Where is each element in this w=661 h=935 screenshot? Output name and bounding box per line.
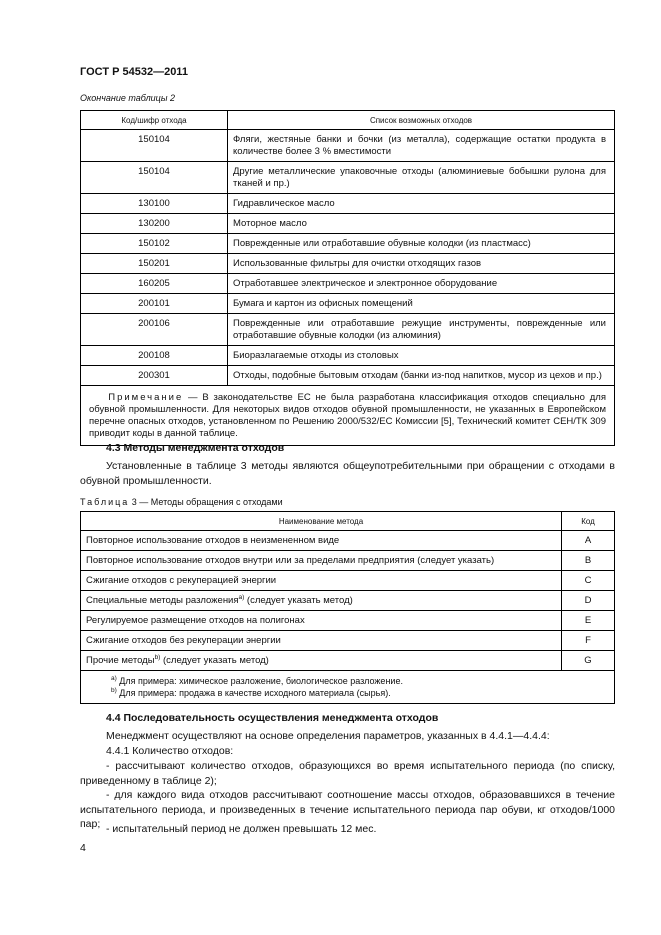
table-note-row	[81, 386, 615, 446]
method-name-text: Прочие методы	[86, 655, 155, 666]
table-row	[81, 591, 615, 611]
table-row	[81, 234, 615, 254]
method-code: C	[562, 571, 615, 591]
table-row	[81, 194, 615, 214]
section-4-4-paragraph: Менеджмент осуществляют на основе определения параметров, указанных в 4.4.1—4.4.4:	[106, 730, 550, 742]
method-code: E	[562, 611, 615, 631]
method-name-text: Сжигание отходов без рекуперации энергии	[86, 635, 281, 646]
table2-caption: Окончание таблицы 2	[80, 93, 175, 103]
footnote-mark: b)	[154, 654, 161, 661]
waste-description: Использованные фильтры для очистки отходящих газов	[228, 254, 615, 274]
waste-methods-table	[80, 511, 615, 704]
document-header: ГОСТ Р 54532—2011	[80, 66, 188, 78]
method-code: G	[562, 651, 615, 671]
table3-caption-label: Таблица	[80, 497, 130, 507]
subsection-4-4-1-heading: 4.4.1 Количество отходов:	[106, 745, 234, 757]
method-name	[81, 531, 562, 551]
waste-description: Отработавшее электрическое и электронное оборудование	[228, 274, 615, 294]
method-name-text: Регулируемое размещение отходов на полигонах	[86, 615, 305, 626]
table-header-row	[81, 111, 615, 130]
method-name	[81, 611, 562, 631]
method-name-text: Повторное использование отходов в неизмененном виде	[86, 535, 340, 546]
bullet-item: - рассчитывают количество отходов, образующихся во время испытательного периода (по списку, приведенному в таблице 2);	[80, 760, 615, 787]
waste-code: 200301	[81, 366, 228, 386]
table3-caption-text: 3 — Методы обращения с отходами	[129, 497, 283, 507]
method-name-text: Сжигание отходов с рекуперацией энергии	[86, 575, 277, 586]
table-row	[81, 551, 615, 571]
table-row	[81, 214, 615, 234]
footnote-mark: a)	[111, 675, 117, 682]
note-label: Примечание	[108, 392, 184, 403]
table-row	[81, 366, 615, 386]
table-row	[81, 531, 615, 551]
section-4-3-heading: 4.3 Методы менеджмента отходов	[106, 442, 285, 454]
waste-code: 150102	[81, 234, 228, 254]
table-note	[81, 386, 615, 446]
table-row	[81, 314, 615, 346]
waste-description: Гидравлическое масло	[228, 194, 615, 214]
bullet-item: - для каждого вида отходов рассчитывают соотношение массы отходов, образовавшихся в течение испытательного периода, и произведенных в течение испытательного периода пар обуви, кг отходов/1000 пар;	[80, 789, 615, 830]
table-row	[81, 254, 615, 274]
table-row	[81, 631, 615, 651]
table-footnotes-row	[81, 671, 615, 704]
waste-description: Поврежденные или отработавшие режущие инструменты, поврежденные или отработавшие обувные колодки (из алюминия)	[228, 314, 615, 346]
waste-description: Поврежденные или отработавшие обувные колодки (из пластмасс)	[228, 234, 615, 254]
method-name	[81, 631, 562, 651]
waste-code: 160205	[81, 274, 228, 294]
method-name	[81, 591, 562, 611]
bullet-item: - испытательный период не должен превышать 12 мес.	[106, 823, 377, 835]
method-code: D	[562, 591, 615, 611]
method-code: A	[562, 531, 615, 551]
method-name	[81, 551, 562, 571]
method-name	[81, 571, 562, 591]
section-4-4-heading: 4.4 Последовательность осуществления менеджмента отходов	[106, 712, 439, 724]
column-header-code: Код/шифр отхода	[81, 111, 228, 130]
table-row	[81, 611, 615, 631]
method-name-text: Специальные методы разложения	[86, 595, 239, 606]
waste-code: 150104	[81, 130, 228, 162]
waste-code: 130100	[81, 194, 228, 214]
waste-code: 130200	[81, 214, 228, 234]
table-row	[81, 130, 615, 162]
footnote-text: Для примера: продажа в качестве исходного материала (сырья).	[116, 688, 391, 698]
table-row	[81, 651, 615, 671]
method-name	[81, 651, 562, 671]
waste-description: Другие металлические упаковочные отходы (алюминиевые бобышки рулона для тканей и пр.)	[228, 162, 615, 194]
table-footnotes	[81, 671, 615, 704]
waste-code: 200108	[81, 346, 228, 366]
note-text: — В законодательстве ЕС не была разработана классификация отходов специально для обувной промышленности. Для некоторых видов отходов обувной промышленности, не указанных в Европейском перечне опасных отходов, установленном по Решению 2000/532/ЕС Комиссии [5], Технический комитет СЕН/ТК 309 приводит коды в данной таблице.	[89, 392, 606, 439]
waste-code: 200101	[81, 294, 228, 314]
table-header-row	[81, 512, 615, 531]
waste-codes-table	[80, 110, 615, 446]
waste-code: 200106	[81, 314, 228, 346]
table-row	[81, 571, 615, 591]
table-row	[81, 294, 615, 314]
waste-description: Биоразлагаемые отходы из столовых	[228, 346, 615, 366]
table-row	[81, 274, 615, 294]
waste-description: Фляги, жестяные банки и бочки (из металла), содержащие остатки продукта в количестве более 3 % вместимости	[228, 130, 615, 162]
method-code: F	[562, 631, 615, 651]
footnote	[111, 675, 606, 687]
table-row	[81, 346, 615, 366]
method-code: B	[562, 551, 615, 571]
footnote-mark: a)	[238, 594, 245, 601]
waste-description: Отходы, подобные бытовым отходам (банки из-под напитков, мусор из цехов и пр.)	[228, 366, 615, 386]
waste-code: 150201	[81, 254, 228, 274]
method-name-text: Повторное использование отходов внутри или за пределами предприятия (следует указать)	[86, 555, 495, 566]
method-name-tail: (следует указать метод)	[244, 595, 353, 606]
footnote	[111, 687, 606, 699]
method-name-tail: (следует указать метод)	[160, 655, 269, 666]
column-header-code: Код	[562, 512, 615, 531]
waste-code: 150104	[81, 162, 228, 194]
table3-caption	[80, 497, 283, 507]
footnote-mark: b)	[111, 687, 117, 694]
footnote-text: Для примера: химическое разложение, биологическое разложение.	[116, 676, 403, 686]
table-row	[81, 162, 615, 194]
page-number: 4	[80, 842, 86, 854]
waste-description: Бумага и картон из офисных помещений	[228, 294, 615, 314]
section-4-3-text: Установленные в таблице 3 методы являются общеупотребительными при обращении с отходами в обувной промышленности.	[80, 460, 615, 487]
column-header-method: Наименование метода	[81, 512, 562, 531]
waste-description: Моторное масло	[228, 214, 615, 234]
column-header-list: Список возможных отходов	[228, 111, 615, 130]
